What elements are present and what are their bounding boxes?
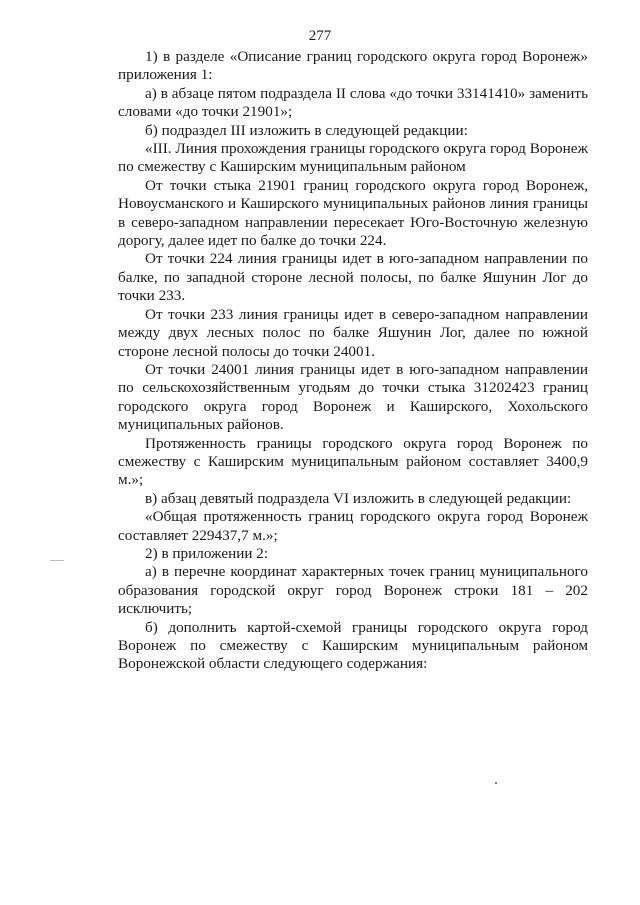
paragraph-item-a-2: а) в перечне координат характерных точек границ муниципального образования городской округ город Воронеж строки 181 – 202 исключить; <box>118 563 588 618</box>
paragraph-section-1: 1) в разделе «Описание границ городского округа город Воронеж» приложения 1: <box>118 48 588 84</box>
paragraph-item-b-2: б) дополнить картой-схемой границы городского округа город Воронеж по смежеству с Каширским муниципальным районом Воронежской области следующего содержания: <box>118 618 588 673</box>
page-number: 277 <box>308 28 332 44</box>
paragraph-item-v: в) абзац девятый подраздела VI изложить в следующей редакции: <box>145 489 572 507</box>
paragraph-total-length: «Общая протяженность границ городского округа город Воронеж составляет 229437,7 м.»; <box>118 508 588 544</box>
paragraph-point-233: От точки 233 линия границы идет в северо-западном направлении между двух лесных полос по балке Яшунин Лог, далее по южной стороне лесной полосы до точки 24001. <box>118 305 588 360</box>
paragraph-section-2: 2) в приложении 2: <box>145 544 269 562</box>
paragraph-point-21901: От точки стыка 21901 границ городского округа город Воронеж, Новоусманского и Каширского муниципальных районов линия границы в северо-западном направлении пересекает Юго-Восточную железную дорогу, далее идет по балке до точки 224. <box>118 176 588 250</box>
document-body <box>118 48 588 674</box>
paragraph-point-24001: От точки 24001 линия границы идет в юго-западном направлении по сельскохозяйственным угодьям до точки стыка 31202423 границ городского округа город Воронеж и Каширского, Хохольского муниципальных районов. <box>118 360 588 434</box>
scan-dot <box>495 782 497 784</box>
scan-artifact <box>50 560 64 561</box>
paragraph-subsection-title: «III. Линия прохождения границы городского округа город Воронеж по смежеству с Каширским муниципальным районом <box>118 140 588 176</box>
paragraph-point-224: От точки 224 линия границы идет в юго-западном направлении по балке, по западной стороне лесной полосы, по балке Яшунин Лог до точки 233. <box>118 250 588 305</box>
paragraph-item-b: б) подраздел III изложить в следующей редакции: <box>145 121 468 139</box>
paragraph-length: Протяженность границы городского округа город Воронеж по смежеству с Каширским муниципальным районом составляет 3400,9 м.»; <box>118 434 588 489</box>
paragraph-item-a: а) в абзаце пятом подраздела II слова «до точки 33141410» заменить словами «до точки 21901»; <box>118 84 588 121</box>
